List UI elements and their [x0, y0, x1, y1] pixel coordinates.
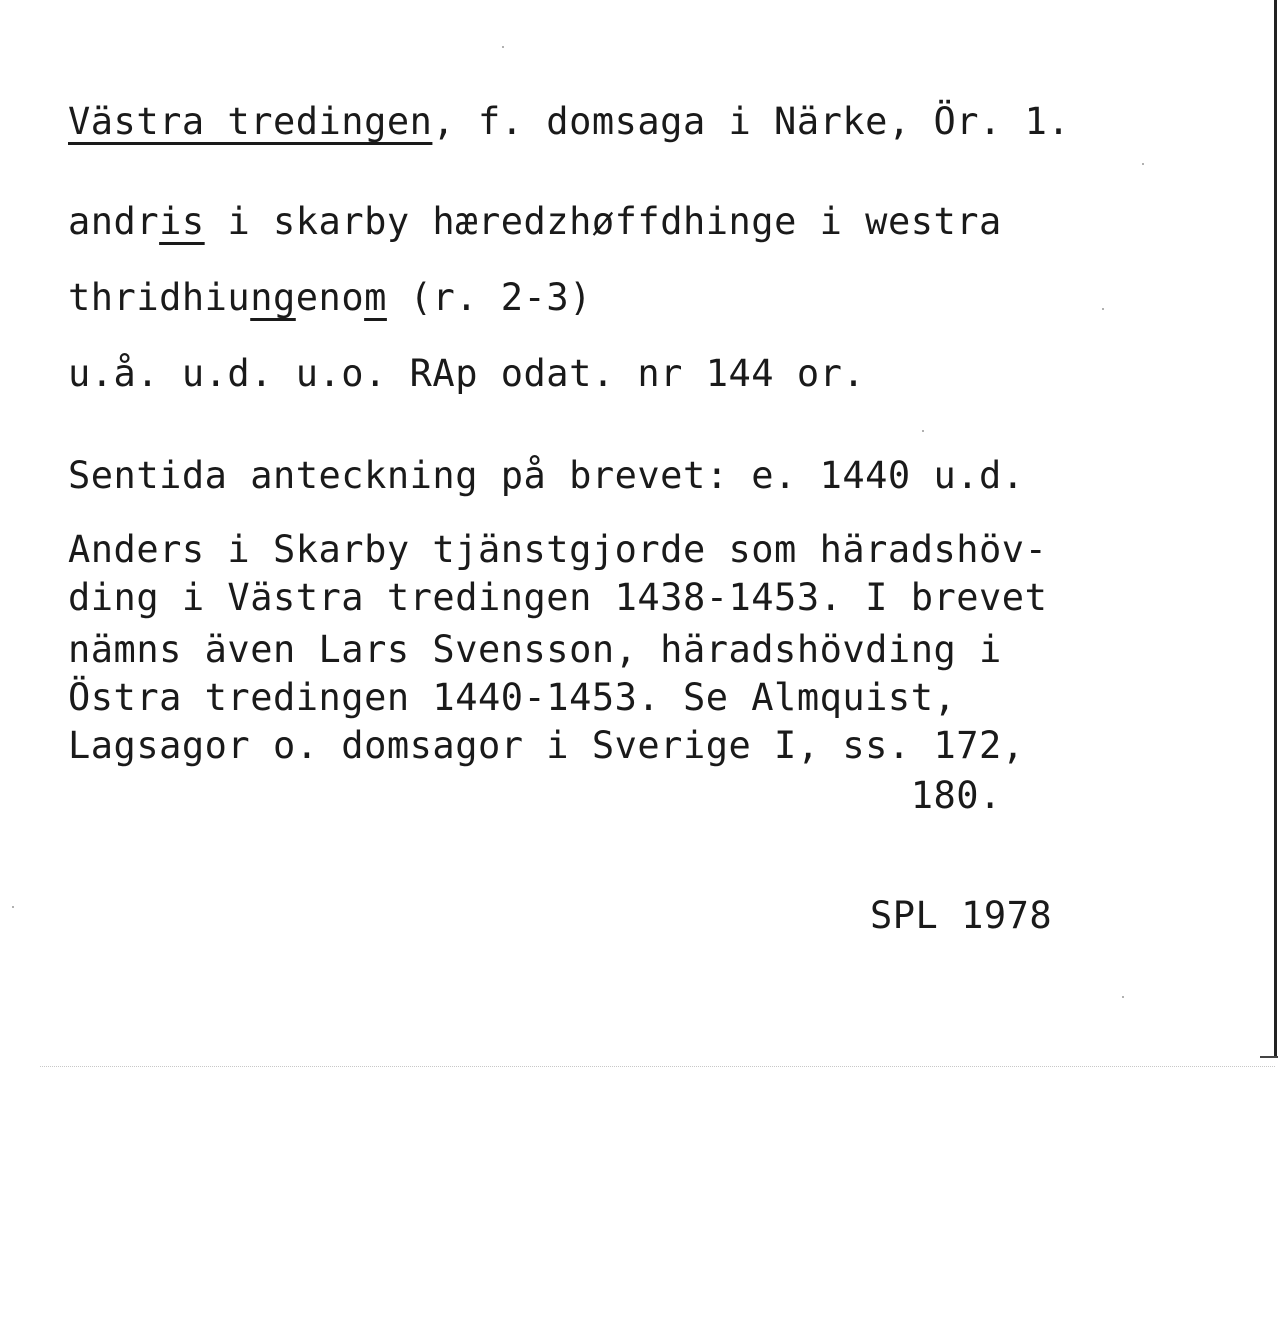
note-line	[68, 454, 1025, 498]
commentary-line-3: nämns även Lars Svensson, häradshövding i	[68, 628, 1002, 671]
headword-line	[68, 100, 1070, 144]
card-corner-mark	[1260, 1056, 1278, 1058]
paper-speck	[1122, 996, 1124, 998]
source-reference-line	[68, 352, 865, 396]
commentary-line-6: 180.	[68, 774, 1002, 817]
later-note: Sentida anteckning på brevet: e. 1440 u.d.	[68, 454, 1025, 497]
card-right-edge	[1274, 0, 1277, 1058]
commentary-line-5: Lagsagor o. domsagor i Sverige I, ss. 172,	[68, 724, 1025, 767]
source-text: andr	[68, 200, 160, 243]
source-text: thridhiu	[68, 276, 251, 319]
signature: SPL 1978	[870, 894, 1053, 937]
commentary-line-1: Anders i Skarby tjänstgjorde som häradshöv-	[68, 528, 1048, 571]
paper-speck	[1142, 163, 1144, 165]
source-underlined: m	[364, 276, 387, 319]
commentary-line-2: ding i Västra tredingen 1438-1453. I brevet	[68, 576, 1048, 619]
paper-speck	[502, 46, 504, 48]
source-underlined: is	[159, 200, 205, 243]
source-line-1	[68, 200, 1002, 244]
source-underlined: ng	[250, 276, 296, 319]
commentary-line-4: Östra tredingen 1440-1453. Se Almquist,	[68, 676, 957, 719]
paper-speck	[922, 430, 924, 432]
headword-description: , f. domsaga i Närke, Ör. 1.	[432, 100, 1071, 143]
card-bottom-edge	[40, 1066, 1275, 1067]
paper-speck	[12, 906, 14, 908]
paper-speck	[1102, 308, 1104, 310]
source-text: (r. 2-3)	[386, 276, 592, 319]
source-line-2	[68, 276, 592, 320]
source-text: i skarby hæredzhøffdhinge i westra	[204, 200, 1002, 243]
source-reference: u.å. u.d. u.o. RAp odat. nr 144 or.	[68, 352, 866, 395]
headword-term: Västra tredingen	[68, 100, 433, 143]
source-text: eno	[295, 276, 365, 319]
